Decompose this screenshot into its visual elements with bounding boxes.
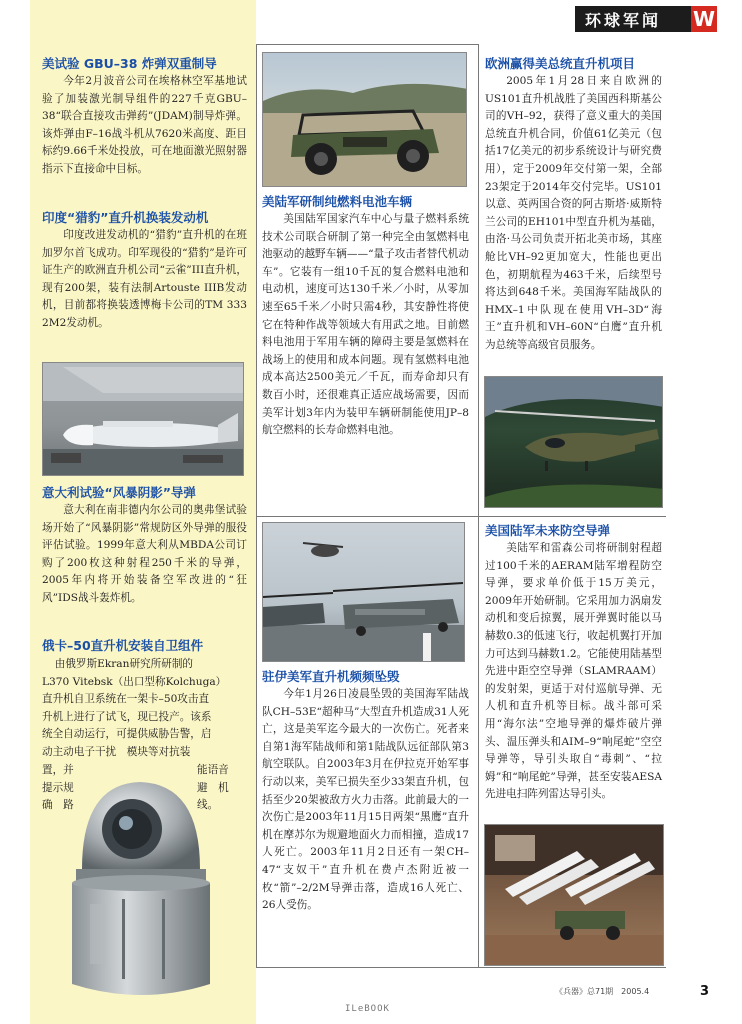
us101-helicopter-photo xyxy=(484,376,663,508)
frame-top xyxy=(256,44,478,45)
vitebsk-sensor-turret-image xyxy=(62,774,220,1014)
page-number: 3 xyxy=(700,984,710,999)
missile-illustration xyxy=(43,363,244,476)
article-title-eh101: 欧洲赢得美总统直升机项目 xyxy=(485,56,636,71)
fuel-cell-vehicle-photo xyxy=(262,52,467,187)
ka50-line: 升机上进行了试飞，现已投产。该系 xyxy=(42,710,212,723)
article-body-ka50 xyxy=(42,656,247,762)
weapon-logo-badge: W xyxy=(692,7,716,31)
article-title-crash: 驻伊美军直升机频频坠毁 xyxy=(262,669,400,684)
article-body-aeram: 美陆军和雷森公司将研制射程超过100千米的AERAM陆军增程防空导弹，要求单价低于15万美元，2009年开始研制。它采用加力涡扇发动机和变后掠翼，展开弹翼时能以马赫数0.3的低速飞行，收起机翼打开加力可达到马赫数1.2。它能使用陆基型先进中距空空导弹（SLAMRAAM）的发射架，更适于对付巡航导弹、无人机和直升机等目标。战斗部可采用“海尔法”空地导弹的爆炸破片弹头、温压弹头和AIM–9“响尾蛇”空空导弹等，导引头取自“毒刺”、“拉姆”和“响尾蛇”导弹，甚至安装AESA先进电扫阵列雷达导引头。 xyxy=(485,542,662,801)
ka50-line: 统全自动运行，可提供威胁告警，启 xyxy=(42,728,212,741)
vehicle-illustration xyxy=(263,53,467,187)
ka50-line: L370 Vitebsk（出口型称Kolchuga） xyxy=(42,675,227,688)
article-body-crash: 今年1月26日凌晨坠毁的美国海军陆战队CH–53E“超种马”大型直升机造成31人死亡，这是美军迄今最大的一次伤亡。死者来自第1海军陆战师和第1陆战队远征部队第3航空联队。自2003年3月在伊拉克开始军事行动以来，美军已损失至少33架直升机，包括至少20架被敌方火力击落。此前最大的一次伤亡是2003年11月15日两架“黑鹰”直升机在摩苏尔为规避地面火力而相撞，造成17人死亡。2003年11月2日还有一架CH–47“支奴干”直升机在费卢杰附近被一枚“箭”–2/2M导弹击落，造成16人死亡、26人受伤。 xyxy=(262,688,469,912)
ka50-wrap-left-line: 置，并 xyxy=(42,764,74,776)
ka50-wrap-right-line: 避 机 xyxy=(197,781,229,794)
column-divider xyxy=(256,44,257,967)
issue-label: 《兵器》总71期 2005.4 xyxy=(555,987,650,996)
ch53-helicopter-photo xyxy=(262,522,465,662)
ka50-wrap-left-line: 提示规 xyxy=(42,781,74,794)
section-title: 环球军闻 xyxy=(585,10,662,30)
article-body-storm-shadow: 意大利在南非德内尔公司的奥弗堡试验场开始了“风暴阴影”常规防区外导弹的服役评估试验。1999年意大利从MBDA公司订购了200枚这种射程250千米的导弹，2005年内将开始装备空军改进的“狂风”IDS战斗轰炸机。 xyxy=(42,504,247,604)
article-body-eh101: 2005年1月28日来自欧洲的US101直升机战胜了美国西科斯基公司的VH–92，获得了意义重大的美国总统直升机合同，价值61亿美元（包括17亿美元的初步系统设计与研究费用），定于2009年交付第一架，全部23架定于2014年交付完毕。US101以意、英两国合资的阿古斯塔·威斯特兰公司的EH101中型直升机为基础，由洛·马公司负责开拓北美市场，其座舱比VH–92更加宽大，性能也更出色，初期航程为463千米，后续型号将达到648千米。美国海军陆战队的HMX–1中队现在使用VH–3D“海王”直升机和VH–60N“白鹰”直升机为总统等高级官员服务。 xyxy=(485,75,662,351)
frame-divider xyxy=(478,516,666,517)
frame-divider xyxy=(256,516,478,517)
us101-illustration xyxy=(485,377,663,508)
article-title-tiger: 印度“猎豹”直升机换装发动机 xyxy=(42,210,209,225)
article-title-storm-shadow: 意大利试验“风暴阴影”导弹 xyxy=(42,485,196,500)
ka50-line: 直升机自卫系统在一架卡–50攻击直 xyxy=(42,693,210,706)
storm-shadow-photo xyxy=(42,362,244,476)
helicopter-illustration xyxy=(263,523,465,662)
article-title-fuel-cell: 美陆军研制纯燃料电池车辆 xyxy=(262,194,413,209)
scan-watermark: ILeBOOK xyxy=(345,1004,390,1014)
ka50-wrap-right-line: 能语音 xyxy=(197,764,229,776)
section-masthead xyxy=(575,6,717,32)
article-body-fuel-cell: 美国陆军国家汽车中心与量子燃料系统技术公司联合研制了第一种完全由氢燃料电池驱动的越野车辆——“量子攻击者替代机动车”。它装有一组10千瓦的复合燃料电池和电动机，速度可达130千米／小时，从零加速至65千米／小时只需4秒，其安静性将使它在特种作战等领域大有用武之地。目前燃料电池用于军用车辆的障碍主要是氢燃料在战场上的使用和成本问题。现有氢燃料电池成本高达2500美元／千瓦，而寿命却只有数百小时，还很难真正适应战场需要，因而美军计划3年内为装甲车辆研制能使用JP–8航空燃料的长寿命燃料电池。 xyxy=(262,213,469,437)
article-title-gbu38: 美试验 GBU–38 炸弹双重制导 xyxy=(42,56,217,71)
launcher-illustration xyxy=(485,825,664,966)
ka50-wrap-left-line: 确 路 xyxy=(42,799,74,812)
ka50-line: 动主动电子干扰 模块等对抗装 xyxy=(42,745,191,758)
article-body-tiger: 印度改进发动机的“猎豹”直升机的在班加罗尔首飞成功。印军现役的“猎豹”是许可证生产的欧洲直升机公司“云雀”III直升机，现有200架，装有法制Artouste IIIB发动机，目前都将换装透博梅卡公司的TM 333 2M2发动机。 xyxy=(42,229,247,329)
ka50-wrap-right-line: 线。 xyxy=(197,799,219,812)
ka50-line: 由俄罗斯Ekran研究所研制的 xyxy=(54,658,194,670)
article-title-ka50: 俄卡–50直升机安装自卫组件 xyxy=(42,638,204,653)
article-title-aeram: 美国陆军未来防空导弹 xyxy=(485,523,611,538)
frame-bottom xyxy=(256,967,666,968)
column-divider xyxy=(478,44,479,967)
aeram-launcher-photo xyxy=(484,824,664,966)
article-body-gbu38: 今年2月波音公司在埃格林空军基地试验了加装激光制导组件的227千克GBU–38“联合直接攻击弹药”(JDAM)制导炸弹。该炸弹由F–16战斗机从7620米高度、距目标约9.66千米处投放，可在地面激光照射器指示下直接命中目标。 xyxy=(42,75,247,175)
